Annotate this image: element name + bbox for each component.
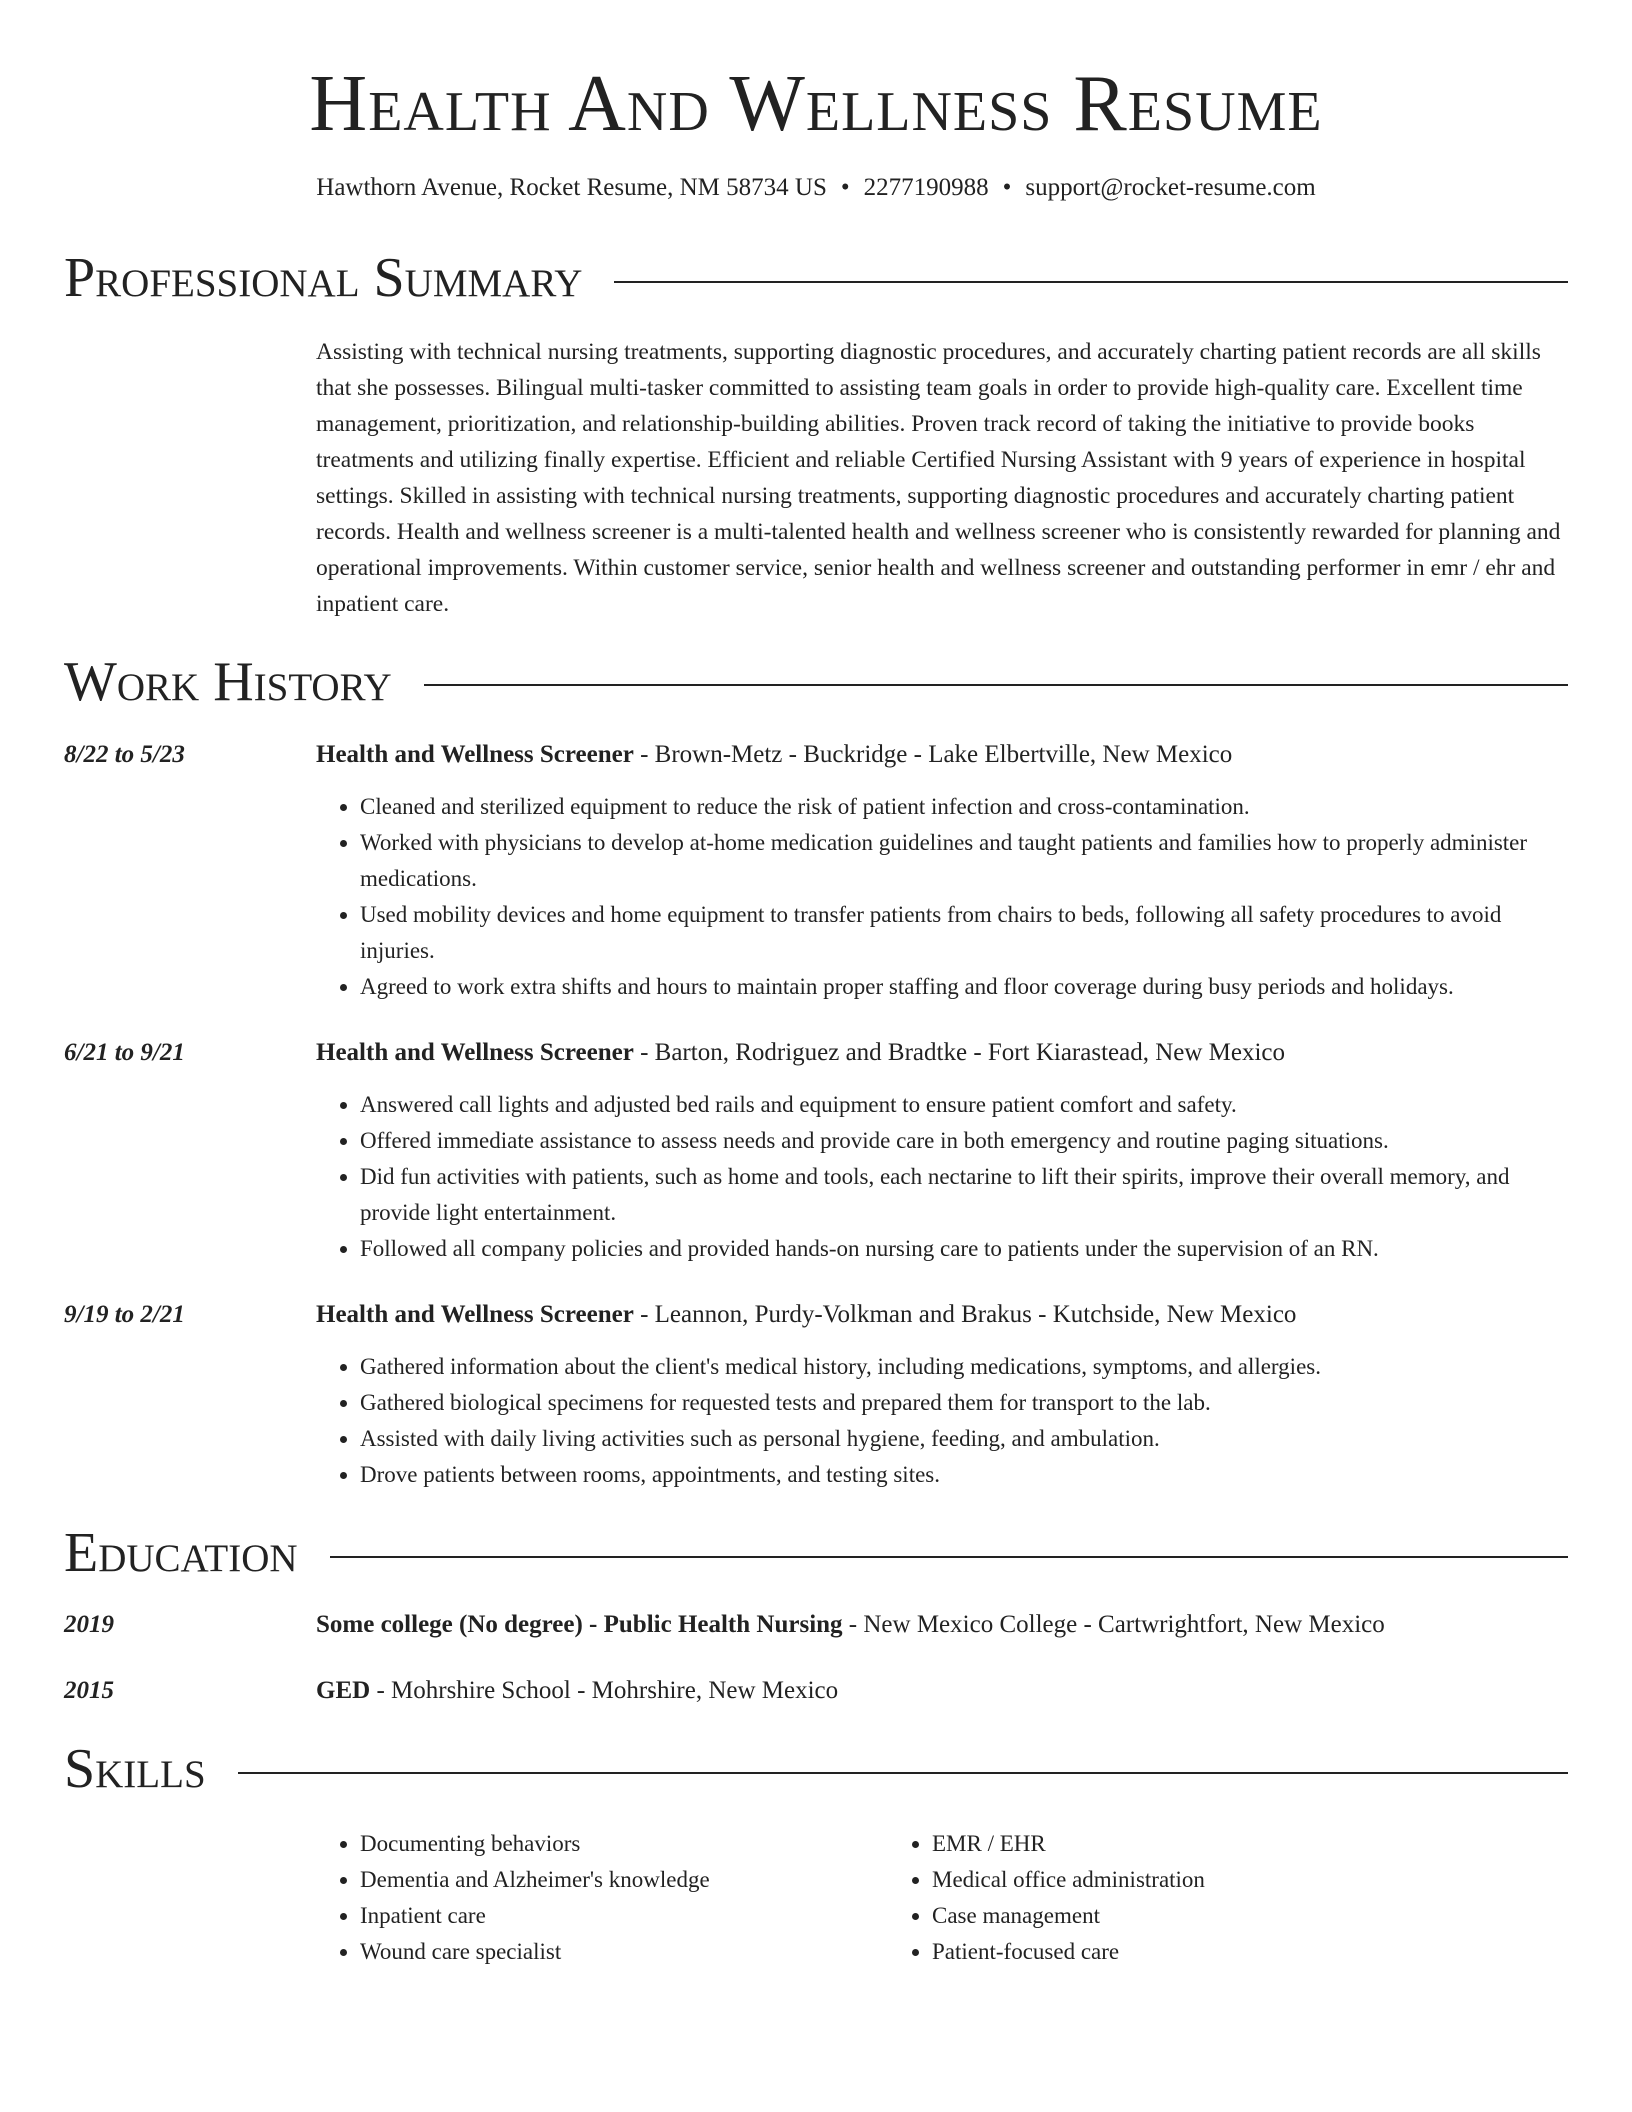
job-bullet: • Did fun activities with patients, such as home and tools, each nectarine to lift their spirits, improve their overall memory, and provide light entertainment.: [360, 1159, 1568, 1231]
contact-phone: 2277190988: [863, 174, 989, 201]
job-bullet: • Agreed to work extra shifts and hours to maintain proper staffing and floor coverage during busy periods and holidays.: [360, 969, 1568, 1005]
job-title: Health and Wellness Screener: [316, 1039, 634, 1067]
skill-item: • Inpatient care: [360, 1898, 888, 1934]
job-dates: 8/22 to 5/23: [64, 741, 185, 769]
job-bullet: • Offered immediate assistance to assess needs and provide care in both emergency and routine paging situations.: [360, 1123, 1568, 1159]
section-header-work-history: [64, 652, 1568, 714]
education-heading: [316, 1607, 1385, 1643]
education-year: 2019: [64, 1610, 114, 1638]
section-title-skills: Skills: [64, 1737, 206, 1800]
job-bullet: • Drove patients between rooms, appointments, and testing sites.: [360, 1457, 1568, 1493]
job-bullet: • Cleaned and sterilized equipment to reduce the risk of patient infection and cross-contamination.: [360, 789, 1568, 825]
skills-grid: [316, 1826, 1568, 1970]
job-bullet: • Gathered biological specimens for requested tests and prepared them for transport to the lab.: [360, 1385, 1568, 1421]
section-divider: [614, 281, 1568, 283]
education-heading: [316, 1673, 838, 1709]
job-bullet: • Followed all company policies and provided hands-on nursing care to patients under the supervision of an RN.: [360, 1231, 1568, 1267]
job-bullet: • Worked with physicians to develop at-home medication guidelines and taught patients and families how to properly administer medications.: [360, 825, 1568, 897]
job-bullet: • Assisted with daily living activities such as personal hygiene, feeding, and ambulation.: [360, 1421, 1568, 1457]
education-details: - Mohrshire School - Mohrshire, New Mexico: [370, 1676, 839, 1704]
job-bullet: • Answered call lights and adjusted bed rails and equipment to ensure patient comfort and safety.: [360, 1087, 1568, 1123]
contact-line: [64, 174, 1568, 202]
job-entry: [64, 1297, 1568, 1493]
skill-item: • Case management: [932, 1898, 1460, 1934]
education-degree: Some college (No degree) - Public Health Nursing: [316, 1610, 843, 1638]
contact-address: Hawthorn Avenue, Rocket Resume, NM 58734 US: [316, 174, 827, 201]
education-details: - New Mexico College - Cartwrightfort, New Mexico: [842, 1610, 1385, 1638]
job-bullets: [316, 1087, 1568, 1267]
education-year: 2015: [64, 1676, 114, 1704]
job-bullet: • Gathered information about the client's medical history, including medications, symptoms, and allergies.: [360, 1349, 1568, 1385]
contact-separator: •: [1002, 174, 1012, 201]
section-header-education: [64, 1523, 1568, 1585]
job-bullet: • Used mobility devices and home equipment to transfer patients from chairs to beds, following all safety procedures to avoid injuries.: [360, 897, 1568, 969]
section-divider: [238, 1772, 1568, 1774]
job-heading: [316, 1297, 1568, 1333]
skill-item: • Documenting behaviors: [360, 1826, 888, 1862]
summary-paragraph: Assisting with technical nursing treatments, supporting diagnostic procedures, and accurately charting patient records are all skills that she possesses. Bilingual multi-tasker committed to assisting team goals in order to provide high-quality care. Excellent time management, prioritization, and relationship-building abilities. Proven track record of taking the initiative to provide books treatments and utilizing finally expertise. Efficient and reliable Certified Nursing Assistant with 9 years of experience in hospital settings. Skilled in assisting with technical nursing treatments, supporting diagnostic procedures and accurately charting patient records. Health and wellness screener is a multi-talented health and wellness screener who is consistently rewarded for planning and operational improvements. Within customer service, senior health and wellness screener and outstanding performer in emr / ehr and inpatient care.: [316, 338, 1561, 617]
job-heading: [316, 737, 1568, 773]
job-body: [316, 1035, 1568, 1267]
job-bullets: [316, 789, 1568, 1005]
section-title-work-history: Work History: [64, 650, 392, 713]
job-title: Health and Wellness Screener: [316, 1301, 634, 1329]
job-title: Health and Wellness Screener: [316, 741, 634, 769]
education-degree: GED: [316, 1676, 371, 1704]
contact-email: support@rocket-resume.com: [1025, 174, 1316, 201]
job-dates: 6/21 to 9/21: [64, 1039, 185, 1067]
skill-item: • EMR / EHR: [932, 1826, 1460, 1862]
skill-item: • Wound care specialist: [360, 1934, 888, 1970]
skill-item: • Medical office administration: [932, 1862, 1460, 1898]
skills-column-right: [888, 1826, 1460, 1970]
contact-separator: •: [840, 174, 850, 201]
skills-column-left: [316, 1826, 888, 1970]
section-header-summary: [64, 248, 1568, 310]
job-entry: [64, 1035, 1568, 1267]
education-entry: [64, 1607, 1568, 1643]
skill-item: • Dementia and Alzheimer's knowledge: [360, 1862, 888, 1898]
education-entry: [64, 1673, 1568, 1709]
section-title-summary: Professional Summary: [64, 247, 583, 309]
job-dates: 9/19 to 2/21: [64, 1301, 185, 1329]
job-details: - Brown-Metz - Buckridge - Lake Elbertville, New Mexico: [633, 741, 1233, 769]
resume-title: Health And Wellness Resume: [309, 60, 1323, 148]
section-header-skills: [64, 1739, 1568, 1801]
job-body: [316, 737, 1568, 1005]
section-divider: [330, 1556, 1568, 1558]
section-divider: [424, 684, 1568, 686]
section-title-education: Education: [64, 1522, 298, 1585]
job-heading: [316, 1035, 1568, 1071]
job-body: [316, 1297, 1568, 1493]
job-details: - Barton, Rodriguez and Bradtke - Fort Kiarastead, New Mexico: [633, 1039, 1286, 1067]
job-details: - Leannon, Purdy-Volkman and Brakus - Kutchside, New Mexico: [633, 1301, 1297, 1329]
job-entry: [64, 737, 1568, 1005]
skill-item: • Patient-focused care: [932, 1934, 1460, 1970]
job-bullets: [316, 1349, 1568, 1493]
